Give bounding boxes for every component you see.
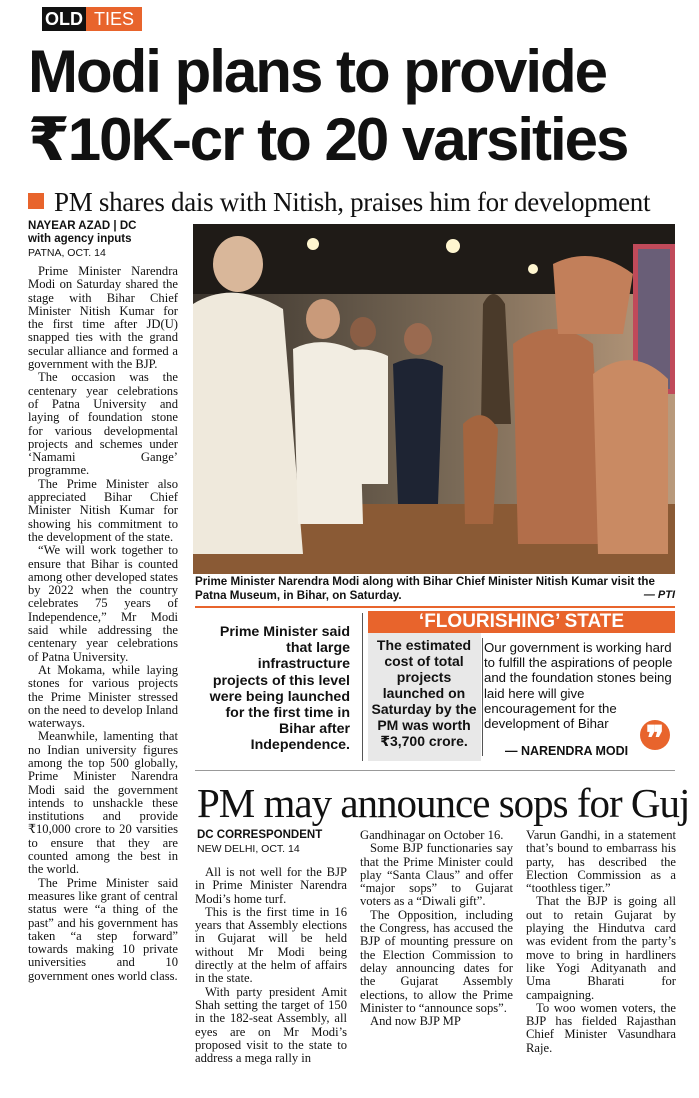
factbox-divider	[362, 613, 363, 761]
story2-paragraph: This is the first time in 16 years that Assembly elections in Gujarat will be held without Mr Modi being directly at the helm of affairs in the state.	[195, 904, 347, 986]
article-paragraph: At Mokama, while laying stones for various projects the Prime Minister stressed on the need to develop Inland waterways.	[28, 662, 178, 731]
story2-paragraph: Varun Gandhi, in a statement that’s bound to embarrass his party, has described the Election Commission as a “toothless tiger.”	[526, 829, 676, 896]
article-paragraph: The occasion was the centenary year celebrations of Patna University and laying of foundation stone for various developmental projects and schemes under ‘Namami Gange’ programme.	[28, 370, 178, 478]
story2-paragraph: And now BJP MP	[370, 1014, 461, 1029]
factbox-mid-text: The estimated cost of total projects launched on Saturday by the PM was worth ₹3,700 crore.	[371, 637, 477, 749]
article-paragraph: The Prime Minister said measures like grant of central status were “a thing of the past” and his government has taken “a step forward” towards making 10 private universities and 10 government ones world class.	[28, 875, 178, 983]
byline-agency: with agency inputs	[28, 233, 132, 245]
factbox-quote-attribution: — NARENDRA MODI	[505, 744, 629, 758]
headline-line-1: Modi plans to provide	[28, 38, 607, 105]
factbox-header: ‘FLOURISHING’ STATE	[368, 611, 675, 633]
article-column	[28, 265, 178, 1085]
story2-paragraph: That the BJP is going all out to retain Gujarat by playing the Hindutva card was evident from the party’s move to bring in hardliners like Yogi Adityanath and Uma Bharati for campaigning.	[526, 894, 676, 1002]
factbox-left-text: Prime Minister said that large infrastructure projects of this level were being launched for the first time in Bihar after Independence.	[209, 624, 350, 754]
story2-byline: DC CORRESPONDENT	[197, 829, 323, 841]
story-divider	[195, 770, 675, 771]
factbox-divider	[482, 638, 483, 756]
article-paragraph: The Prime Minister also appreciated Bihar Chief Minister Nitish Kumar for showing his commitment to the development of the state.	[28, 476, 178, 544]
factbox-top-rule	[195, 606, 675, 608]
factbox-quote: Our government is working hard to fulfill the aspirations of people and the foundation stones being laid here will give encouragement for the development of Bihar	[484, 640, 673, 732]
section-tag-old: OLD	[42, 7, 86, 31]
story2-paragraph: The Opposition, including the Congress, has accused the BJP of mounting pressure on the Election Commission to delay announcing dates for the Gujarat Assembly elections, to allow the Prime Minister to “announce sops”.	[360, 907, 513, 1015]
article-paragraph: “We will work together to ensure that Bihar is counted among other developed states by 2022 when the country celebrates 75 years of Independence,” Mr Modi said while addressing the centenary year celebrations of Patna University.	[28, 543, 178, 664]
story2-paragraph: With party president Amit Shah setting the target of 150 in the 182-seat Assembly, all eyes are on Mr Modi’s proposed visit to the state to address a mega rally in	[195, 984, 347, 1066]
story2-paragraph: To woo women voters, the BJP has fielded Rajasthan Chief Minister Vasundhara Raje.	[526, 1000, 676, 1055]
quote-mark-icon: ❞	[640, 720, 670, 750]
subheadline: PM shares dais with Nitish, praises him for development	[54, 187, 651, 217]
story2-column-3	[526, 829, 676, 1088]
news-photo	[193, 224, 675, 574]
subhead-bullet-icon	[28, 193, 44, 209]
article-paragraph: Prime Minister Narendra Modi on Saturday shared the stage with Bihar Chief Minister Nitish Kumar for the first time after JD(U) snapped ties with the grand secular alliance and formed a government with the BJP.	[28, 265, 178, 372]
photo-credit: — PTI	[643, 589, 675, 601]
story2-column-1	[195, 866, 347, 1088]
article-paragraph: Meanwhile, lamenting that no Indian university figures among the top 500 globally, Prime Minister Narendra Modi said the government intends to unshackle these institutions and provide ₹10,000 crore to 20 varsities to ensure that they are counted among the best in the world.	[28, 729, 178, 877]
headline-line-2: ₹10K-cr to 20 varsities	[28, 106, 628, 173]
story2-column-2	[360, 829, 513, 1088]
story2-paragraph: All is not well for the BJP in Prime Minister Narendra Modi’s home turf.	[195, 866, 347, 906]
story2-headline: PM may announce sops for Guj	[197, 780, 690, 826]
story2-paragraph: Some BJP functionaries say that the Prime Minister could play “Santa Claus” and offer “major sops” to Gujarat voters as a “Diwali gift”.	[360, 841, 513, 909]
museum-photo-illustration	[193, 224, 675, 574]
byline-dateline: PATNA, OCT. 14	[28, 247, 106, 259]
photo-caption: Prime Minister Narendra Modi along with Bihar Chief Minister Nitish Kumar visit the Patna Museum, in Bihar, on Saturday.	[195, 575, 655, 602]
byline-author: NAYEAR AZAD | DC	[28, 220, 137, 232]
story2-paragraph: Gandhinagar on October 16.	[360, 829, 504, 842]
story2-dateline: NEW DELHI, OCT. 14	[197, 843, 300, 855]
section-tag-ties: TIES	[86, 7, 142, 31]
